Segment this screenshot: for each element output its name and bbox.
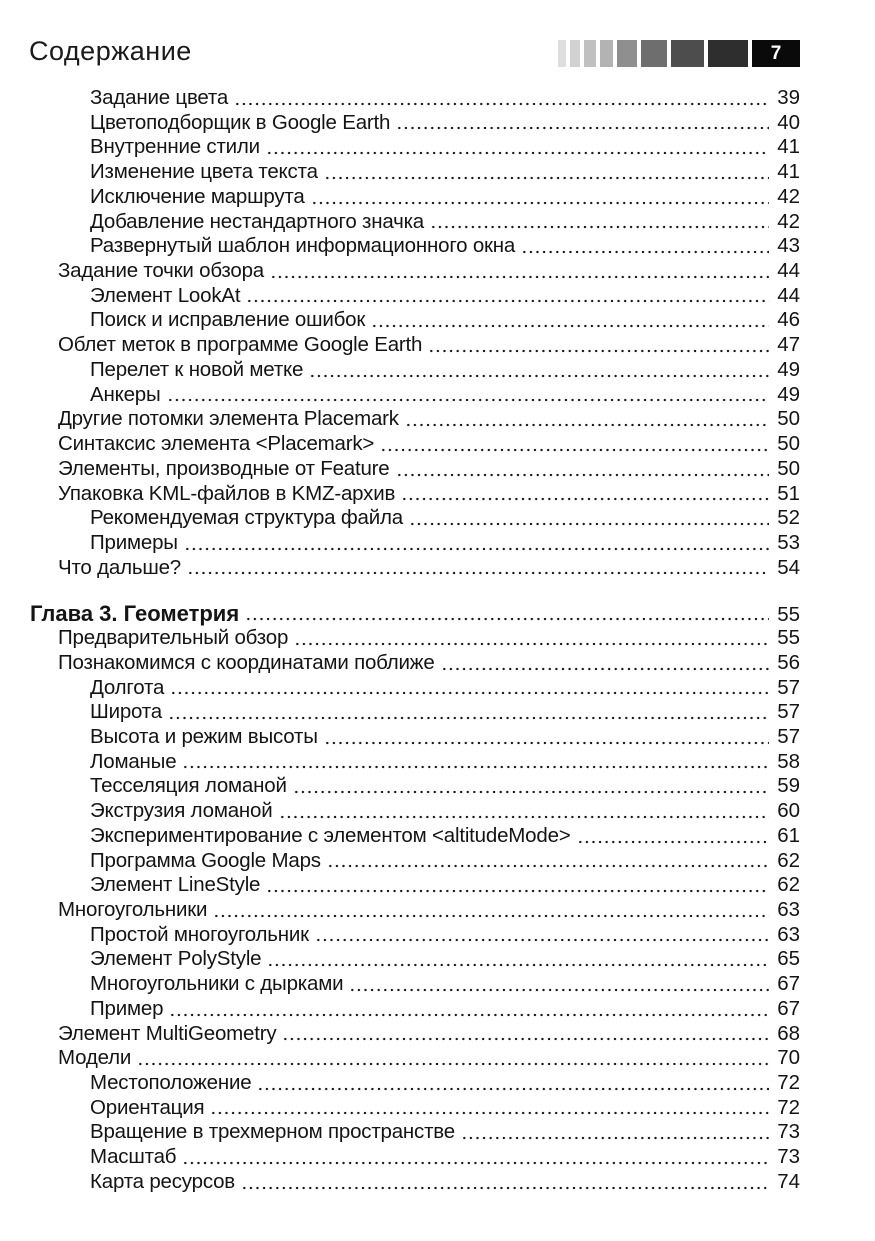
dot-leader (311, 200, 769, 206)
dot-leader (327, 863, 769, 869)
toc-entry (30, 873, 800, 898)
toc-entry-label: Изменение цвета текста (90, 160, 318, 184)
dot-leader (294, 641, 769, 647)
dot-leader (461, 1135, 769, 1141)
toc-entry (30, 947, 800, 972)
toc-entry-page: 57 (777, 675, 800, 699)
toc-entry-label: Простой многоугольник (90, 922, 309, 946)
toc-entry (30, 849, 800, 874)
toc-entry-page: 57 (777, 724, 800, 748)
toc-entry-page: 44 (777, 259, 800, 283)
toc-entry-label: Предварительный обзор (58, 626, 289, 650)
dot-leader (349, 987, 769, 993)
toc-entry-label: Элемент LookAt (90, 283, 241, 307)
dot-leader (401, 496, 769, 502)
toc-entry-label: Элемент MultiGeometry (58, 1021, 277, 1045)
table-of-contents (30, 86, 800, 1195)
toc-entry-page: 40 (777, 110, 800, 134)
toc-chapter-entry (30, 601, 800, 626)
dot-leader (409, 521, 769, 527)
toc-entry (30, 1046, 800, 1071)
toc-entry (30, 725, 800, 750)
toc-entry-page: 44 (777, 283, 800, 307)
progress-square (584, 40, 596, 67)
toc-entry-label: Местоположение (90, 1071, 252, 1095)
toc-entry (30, 506, 800, 531)
dot-leader (234, 101, 769, 107)
toc-entry (30, 774, 800, 799)
dot-leader (267, 962, 769, 968)
dot-leader (279, 814, 769, 820)
toc-entry (30, 482, 800, 507)
dot-leader (167, 397, 769, 403)
dot-leader (266, 888, 769, 894)
toc-entry (30, 651, 800, 676)
toc-entry (30, 799, 800, 824)
toc-entry-page: 63 (777, 922, 800, 946)
toc-entry-page: 73 (777, 1120, 800, 1144)
toc-entry-label: Облет меток в программе Google Earth (58, 333, 423, 357)
toc-entry (30, 1145, 800, 1170)
toc-entry (30, 750, 800, 775)
toc-entry (30, 383, 800, 408)
toc-entry-label: Долгота (90, 675, 165, 699)
dot-leader (371, 323, 769, 329)
dot-leader (245, 616, 769, 622)
toc-entry-label: Высота и режим высоты (90, 724, 318, 748)
toc-entry (30, 432, 800, 457)
toc-entry-label: Ломаные (90, 749, 177, 773)
progress-square (671, 40, 704, 67)
dot-leader (170, 690, 769, 696)
dot-leader (324, 740, 769, 746)
dot-leader (182, 764, 769, 770)
toc-entry (30, 86, 800, 111)
toc-entry (30, 407, 800, 432)
toc-entry-page: 42 (777, 184, 800, 208)
toc-entry-label: Масштаб (90, 1145, 177, 1169)
toc-entry-label: Поиск и исправление ошибок (90, 308, 366, 332)
dot-leader (210, 1110, 769, 1116)
dot-leader (324, 175, 769, 181)
dot-leader (309, 373, 769, 379)
toc-entry-page: 62 (777, 873, 800, 897)
toc-entry-page: 72 (777, 1095, 800, 1119)
dot-leader (521, 249, 769, 255)
toc-entry-label: Широта (90, 700, 162, 724)
toc-entry (30, 676, 800, 701)
toc-entry-page: 47 (777, 333, 800, 357)
toc-entry-page: 54 (777, 555, 800, 579)
toc-entry (30, 111, 800, 136)
toc-entry-label: Многоугольники с дырками (90, 972, 344, 996)
dot-leader (396, 125, 769, 131)
toc-entry-page: 63 (777, 898, 800, 921)
dot-leader (182, 1160, 769, 1166)
toc-entry-page: 70 (777, 1046, 800, 1070)
toc-entry (30, 1170, 800, 1195)
toc-entry (30, 700, 800, 725)
toc-entry-page: 74 (777, 1169, 800, 1193)
toc-entry (30, 972, 800, 997)
dot-leader (380, 447, 769, 453)
toc-entry-label: Синтаксис элемента <Placemark> (58, 432, 375, 456)
toc-entry (30, 1096, 800, 1121)
toc-entry-page: 51 (777, 481, 800, 505)
toc-entry-page: 41 (777, 135, 800, 159)
toc-entry-label: Экструзия ломаной (90, 799, 273, 823)
toc-entry-label: Перелет к новой метке (90, 357, 304, 381)
progress-square (558, 40, 566, 67)
toc-entry-label: Другие потомки элемента Placemark (58, 407, 399, 431)
toc-entry-page: 73 (777, 1145, 800, 1169)
toc-entry-label: Карта ресурсов (90, 1169, 235, 1193)
toc-entry-page: 52 (777, 506, 800, 530)
dot-leader (169, 1012, 769, 1018)
toc-entry-label: Задание точки обзора (58, 259, 264, 283)
toc-entry-page: 62 (777, 848, 800, 872)
toc-entry-label: Программа Google Maps (90, 848, 321, 872)
toc-entry-label: Элементы, производные от Feature (58, 456, 390, 480)
toc-entry-label: Добавление нестандартного значка (90, 209, 425, 233)
dot-leader (430, 224, 769, 230)
progress-square (641, 40, 667, 67)
toc-entry-page: 49 (777, 382, 800, 406)
toc-entry (30, 358, 800, 383)
toc-entry (30, 284, 800, 309)
toc-entry-page: 46 (777, 308, 800, 332)
toc-entry (30, 556, 800, 581)
dot-leader (282, 1036, 769, 1042)
dot-leader (441, 666, 769, 672)
toc-entry-page: 55 (777, 626, 800, 650)
dot-leader (213, 913, 769, 919)
toc-entry-page: 56 (777, 650, 800, 674)
page-title: Содержание (29, 36, 192, 66)
current-page-number-box: 7 (752, 40, 800, 67)
toc-entry (30, 824, 800, 849)
toc-entry (30, 333, 800, 358)
toc-entry-page: 59 (777, 774, 800, 798)
toc-entry-label: Задание цвета (90, 86, 229, 109)
dot-leader (257, 1086, 769, 1092)
toc-entry-label: Познакомимся с координатами поближе (58, 650, 435, 674)
dot-leader (246, 298, 769, 304)
toc-entry-label: Элемент PolyStyle (90, 947, 262, 971)
dot-leader (293, 789, 769, 795)
toc-entry (30, 626, 800, 651)
toc-entry (30, 160, 800, 185)
dot-leader (168, 715, 769, 721)
dot-leader (315, 937, 769, 943)
progress-square (600, 40, 613, 67)
toc-entry-page: 42 (777, 209, 800, 233)
toc-entry-page: 67 (777, 972, 800, 996)
toc-entry (30, 1022, 800, 1047)
dot-leader (184, 546, 769, 552)
dot-leader (266, 150, 769, 156)
toc-entry-label: Пример (90, 996, 164, 1020)
toc-entry (30, 308, 800, 333)
dot-leader (137, 1061, 769, 1067)
progress-square (570, 40, 580, 67)
toc-entry-page: 50 (777, 407, 800, 431)
toc-entry-label: Вращение в трехмерном пространстве (90, 1120, 455, 1144)
progress-square (708, 40, 748, 67)
toc-entry-page: 68 (777, 1021, 800, 1045)
toc-entry-page: 58 (777, 749, 800, 773)
toc-entry-label: Элемент LineStyle (90, 873, 261, 897)
toc-entry-label: Тесселяция ломаной (90, 774, 287, 798)
toc-entry-page: 39 (777, 86, 800, 109)
toc-entry-label: Рекомендуемая структура файла (90, 506, 403, 530)
progress-square (617, 40, 637, 67)
toc-entry-label: Примеры (90, 530, 178, 554)
toc-entry-page: 49 (777, 357, 800, 381)
toc-entry-page: 60 (777, 799, 800, 823)
toc-entry-page: 65 (777, 947, 800, 971)
toc-entry-page: 72 (777, 1071, 800, 1095)
toc-entry-page: 61 (777, 823, 800, 847)
toc-entry (30, 1120, 800, 1145)
toc-entry-page: 50 (777, 456, 800, 480)
dot-leader (187, 570, 769, 576)
dot-leader (577, 839, 769, 845)
toc-entry-page: 67 (777, 996, 800, 1020)
toc-entry-label: Развернутый шаблон информационного окна (90, 234, 516, 258)
toc-entry (30, 997, 800, 1022)
toc-entry (30, 210, 800, 235)
toc-entry-label: Внутренние стили (90, 135, 260, 159)
toc-entry-label: Упаковка KML-файлов в KMZ-архив (58, 481, 396, 505)
toc-entry (30, 531, 800, 556)
toc-entry-page: 41 (777, 160, 800, 184)
toc-entry (30, 1071, 800, 1096)
toc-entry-label: Глава 3. Геометрия (30, 601, 240, 627)
toc-entry (30, 898, 800, 923)
toc-entry (30, 457, 800, 482)
dot-leader (270, 274, 769, 280)
toc-entry-page: 55 (777, 603, 800, 627)
toc-entry-label: Анкеры (90, 382, 161, 406)
dot-leader (396, 472, 769, 478)
dot-leader (428, 348, 769, 354)
dot-leader (241, 1185, 769, 1191)
toc-entry (30, 135, 800, 160)
toc-entry-page: 50 (777, 432, 800, 456)
dot-leader (405, 422, 769, 428)
toc-entry-label: Многоугольники (58, 898, 208, 921)
toc-entry-page: 53 (777, 530, 800, 554)
toc-entry-label: Ориентация (90, 1095, 205, 1119)
toc-entry (30, 185, 800, 210)
toc-entry (30, 923, 800, 948)
toc-entry-label: Что дальше? (58, 555, 181, 579)
toc-entry (30, 234, 800, 259)
toc-entry-label: Экспериментирование с элементом <altitudeMode> (90, 823, 571, 847)
toc-entry (30, 259, 800, 284)
toc-entry-page: 43 (777, 234, 800, 258)
toc-entry-label: Модели (58, 1046, 132, 1070)
toc-entry-label: Исключение маршрута (90, 184, 305, 208)
chapter-progress-indicator (558, 40, 800, 67)
toc-entry-label: Цветоподборщик в Google Earth (90, 110, 391, 134)
toc-entry-page: 57 (777, 700, 800, 724)
